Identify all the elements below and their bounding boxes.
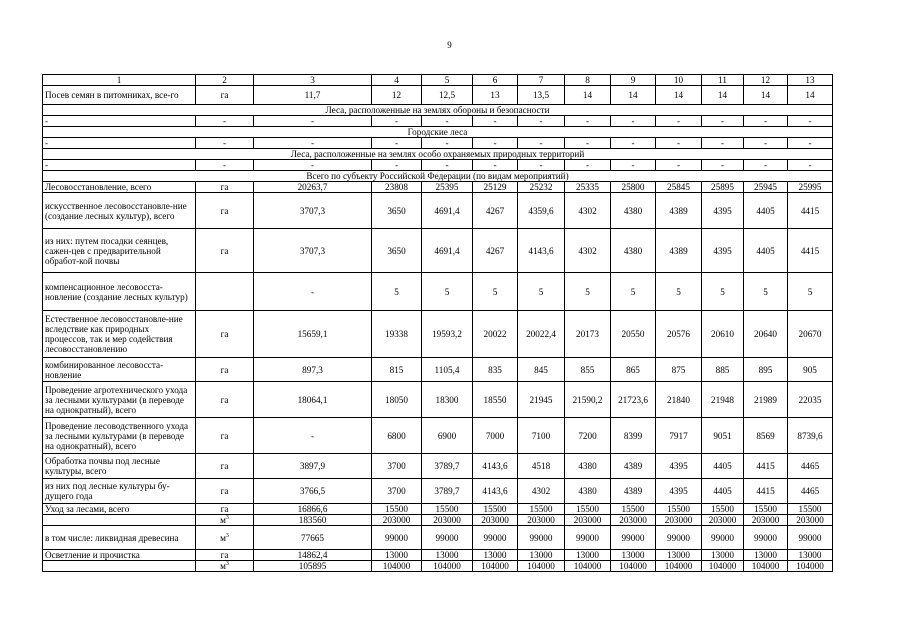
- unit-cell: га: [196, 229, 254, 273]
- value-cell: 4380: [611, 193, 656, 229]
- value-cell: 19338: [372, 311, 422, 358]
- value-cell: 4405: [702, 479, 744, 504]
- column-number: 12: [744, 75, 788, 86]
- value-cell: 13,5: [518, 86, 565, 105]
- value-cell: -: [565, 138, 611, 149]
- value-cell: 4380: [565, 454, 611, 479]
- value-cell: 13: [473, 86, 518, 105]
- value-cell: 4465: [788, 479, 833, 504]
- value-cell: 25995: [788, 182, 833, 193]
- value-cell: 4465: [788, 454, 833, 479]
- value-cell: 13000: [788, 550, 833, 561]
- table-row: [43, 358, 833, 382]
- value-cell: 15500: [744, 504, 788, 515]
- value-cell: 20263,7: [254, 182, 372, 193]
- value-cell: 5: [611, 273, 656, 311]
- value-cell: 4143,6: [518, 229, 565, 273]
- page-number: 9: [447, 40, 452, 50]
- value-cell: 99000: [744, 526, 788, 550]
- table-row: [43, 116, 833, 127]
- column-number: 4: [372, 75, 422, 86]
- value-cell: -: [372, 116, 422, 127]
- row-label: Проведение агротехнического ухода за лесными культурами (в переводе на однократный), всего: [43, 382, 196, 418]
- value-cell: 21989: [744, 382, 788, 418]
- row-label: Проведение лесоводственного ухода за лесными культурами (в переводе на однократный), всего: [43, 418, 196, 454]
- table-row: [43, 311, 833, 358]
- value-cell: 21945: [518, 382, 565, 418]
- value-cell: 20022: [473, 311, 518, 358]
- value-cell: 99000: [422, 526, 473, 550]
- value-cell: 25232: [518, 182, 565, 193]
- value-cell: 14: [611, 86, 656, 105]
- unit-cell: га: [196, 504, 254, 515]
- value-cell: 4143,6: [473, 454, 518, 479]
- value-cell: 104000: [518, 561, 565, 572]
- unit-cell: га: [196, 454, 254, 479]
- value-cell: 203000: [744, 515, 788, 526]
- value-cell: 5: [788, 273, 833, 311]
- value-cell: 3707,3: [254, 229, 372, 273]
- value-cell: 15500: [788, 504, 833, 515]
- value-cell: -: [422, 138, 473, 149]
- row-label: Обработка почвы под лесные культуры, всего: [43, 454, 196, 479]
- value-cell: 99000: [473, 526, 518, 550]
- value-cell: 4302: [565, 229, 611, 273]
- value-cell: 14: [656, 86, 702, 105]
- value-cell: 7200: [565, 418, 611, 454]
- value-cell: 8569: [744, 418, 788, 454]
- value-cell: 15500: [473, 504, 518, 515]
- value-cell: 203000: [565, 515, 611, 526]
- row-label: Уход за лесами, всего: [43, 504, 196, 515]
- value-cell: 3766,5: [254, 479, 372, 504]
- column-number: 3: [254, 75, 372, 86]
- value-cell: 203000: [372, 515, 422, 526]
- value-cell: 4389: [656, 229, 702, 273]
- value-cell: 104000: [611, 561, 656, 572]
- value-cell: 3897,9: [254, 454, 372, 479]
- value-cell: 1105,4: [422, 358, 473, 382]
- value-cell: 105895: [254, 561, 372, 572]
- row-label: комбинированное лесовосста-новление: [43, 358, 196, 382]
- unit-cell: га: [196, 86, 254, 105]
- value-cell: 18550: [473, 382, 518, 418]
- value-cell: 203000: [702, 515, 744, 526]
- value-cell: -: [656, 160, 702, 171]
- value-cell: 8739,6: [788, 418, 833, 454]
- value-cell: 4389: [656, 193, 702, 229]
- column-number: 11: [702, 75, 744, 86]
- row-label: компенсационное лесовосста-новление (создание лесных культур): [43, 273, 196, 311]
- value-cell: 203000: [518, 515, 565, 526]
- value-cell: -: [788, 160, 833, 171]
- value-cell: 18050: [372, 382, 422, 418]
- unit-cell: га: [196, 358, 254, 382]
- table-row: [43, 454, 833, 479]
- value-cell: -: [702, 160, 744, 171]
- value-cell: -: [565, 116, 611, 127]
- value-cell: 25895: [702, 182, 744, 193]
- value-cell: 13000: [372, 550, 422, 561]
- table-row: [43, 86, 833, 105]
- value-cell: 99000: [611, 526, 656, 550]
- value-cell: 4389: [611, 479, 656, 504]
- value-cell: 5: [372, 273, 422, 311]
- value-cell: 4691,4: [422, 193, 473, 229]
- unit-cell: -: [196, 138, 254, 149]
- value-cell: 25845: [656, 182, 702, 193]
- value-cell: 16866,6: [254, 504, 372, 515]
- row-label: -: [43, 116, 196, 127]
- value-cell: 4302: [565, 193, 611, 229]
- value-cell: 5: [422, 273, 473, 311]
- value-cell: 4267: [473, 193, 518, 229]
- value-cell: 7000: [473, 418, 518, 454]
- value-cell: 104000: [565, 561, 611, 572]
- value-cell: 15659,1: [254, 311, 372, 358]
- value-cell: -: [744, 138, 788, 149]
- value-cell: 5: [744, 273, 788, 311]
- table-row: [43, 561, 833, 572]
- value-cell: 4518: [518, 454, 565, 479]
- value-cell: 4405: [744, 193, 788, 229]
- value-cell: 20670: [788, 311, 833, 358]
- row-label: Лесовосстановление, всего: [43, 182, 196, 193]
- value-cell: 4405: [702, 454, 744, 479]
- value-cell: -: [788, 116, 833, 127]
- unit-cell: га: [196, 382, 254, 418]
- value-cell: 15500: [518, 504, 565, 515]
- value-cell: 13000: [473, 550, 518, 561]
- value-cell: 905: [788, 358, 833, 382]
- value-cell: 183560: [254, 515, 372, 526]
- unit-cell: $м^3$: [196, 526, 254, 550]
- value-cell: -: [518, 116, 565, 127]
- value-cell: 9051: [702, 418, 744, 454]
- value-cell: 20640: [744, 311, 788, 358]
- row-label: Осветление и прочистка: [43, 550, 196, 561]
- unit-cell: га: [196, 193, 254, 229]
- value-cell: 13000: [744, 550, 788, 561]
- value-cell: 897,3: [254, 358, 372, 382]
- value-cell: -: [565, 160, 611, 171]
- row-label: -: [43, 160, 196, 171]
- value-cell: -: [372, 160, 422, 171]
- value-cell: 885: [702, 358, 744, 382]
- value-cell: 4380: [611, 229, 656, 273]
- value-cell: 15500: [702, 504, 744, 515]
- table-row: [43, 182, 833, 193]
- value-cell: 13000: [702, 550, 744, 561]
- value-cell: -: [744, 116, 788, 127]
- section-row: [43, 171, 833, 182]
- section-title: Всего по субъекту Российской Федерации (по видам мероприятий): [43, 171, 833, 182]
- value-cell: 5: [565, 273, 611, 311]
- value-cell: 15500: [422, 504, 473, 515]
- column-number: 10: [656, 75, 702, 86]
- value-cell: 104000: [372, 561, 422, 572]
- value-cell: -: [611, 116, 656, 127]
- value-cell: -: [254, 160, 372, 171]
- unit-cell: га: [196, 479, 254, 504]
- value-cell: 21948: [702, 382, 744, 418]
- value-cell: 3700: [372, 479, 422, 504]
- value-cell: 13000: [565, 550, 611, 561]
- value-cell: 11,7: [254, 86, 372, 105]
- section-row: [43, 105, 833, 116]
- value-cell: -: [788, 138, 833, 149]
- value-cell: 4380: [565, 479, 611, 504]
- value-cell: 7100: [518, 418, 565, 454]
- table-row: [43, 138, 833, 149]
- unit-cell: га: [196, 418, 254, 454]
- value-cell: 3650: [372, 229, 422, 273]
- value-cell: 104000: [422, 561, 473, 572]
- table-row: [43, 504, 833, 515]
- section-title: Леса, расположенные на землях обороны и безопасности: [43, 105, 833, 116]
- value-cell: 14: [788, 86, 833, 105]
- value-cell: 99000: [518, 526, 565, 550]
- value-cell: 25945: [744, 182, 788, 193]
- value-cell: 15500: [611, 504, 656, 515]
- column-number: 2: [196, 75, 254, 86]
- value-cell: 895: [744, 358, 788, 382]
- value-cell: 19593,2: [422, 311, 473, 358]
- value-cell: 104000: [656, 561, 702, 572]
- value-cell: 104000: [788, 561, 833, 572]
- row-label: [43, 561, 196, 572]
- value-cell: 4143,6: [473, 479, 518, 504]
- value-cell: 835: [473, 358, 518, 382]
- table-row: [43, 160, 833, 171]
- value-cell: 3650: [372, 193, 422, 229]
- row-label: [43, 515, 196, 526]
- unit-cell: га: [196, 550, 254, 561]
- value-cell: 3700: [372, 454, 422, 479]
- value-cell: 12,5: [422, 86, 473, 105]
- value-cell: 4415: [788, 193, 833, 229]
- value-cell: 23808: [372, 182, 422, 193]
- value-cell: 4415: [744, 454, 788, 479]
- value-cell: 4405: [744, 229, 788, 273]
- table-row: [43, 550, 833, 561]
- value-cell: 25335: [565, 182, 611, 193]
- value-cell: 104000: [744, 561, 788, 572]
- value-cell: 20610: [702, 311, 744, 358]
- value-cell: 203000: [473, 515, 518, 526]
- unit-cell: га: [196, 311, 254, 358]
- value-cell: 21590,2: [565, 382, 611, 418]
- value-cell: 3707,3: [254, 193, 372, 229]
- value-cell: 4415: [788, 229, 833, 273]
- value-cell: -: [611, 138, 656, 149]
- table-row: [43, 526, 833, 550]
- value-cell: 203000: [611, 515, 656, 526]
- value-cell: 104000: [473, 561, 518, 572]
- value-cell: 13000: [611, 550, 656, 561]
- value-cell: -: [611, 160, 656, 171]
- value-cell: 815: [372, 358, 422, 382]
- table-row: [43, 418, 833, 454]
- value-cell: -: [473, 138, 518, 149]
- value-cell: 14: [565, 86, 611, 105]
- value-cell: -: [254, 418, 372, 454]
- row-label: из них под лесные культуры бу-дущего года: [43, 479, 196, 504]
- table-row: [43, 479, 833, 504]
- value-cell: 13000: [422, 550, 473, 561]
- value-cell: 855: [565, 358, 611, 382]
- value-cell: 20022,4: [518, 311, 565, 358]
- header-row: [43, 75, 833, 86]
- value-cell: 99000: [372, 526, 422, 550]
- value-cell: 865: [611, 358, 656, 382]
- section-title: Леса, расположенные на землях особо охраняемых природных территорий: [43, 149, 833, 160]
- column-number: 9: [611, 75, 656, 86]
- value-cell: 21840: [656, 382, 702, 418]
- table-row: [43, 229, 833, 273]
- value-cell: 203000: [788, 515, 833, 526]
- value-cell: 5: [518, 273, 565, 311]
- section-row: [43, 127, 833, 138]
- unit-cell: га: [196, 182, 254, 193]
- value-cell: 15500: [372, 504, 422, 515]
- value-cell: -: [254, 116, 372, 127]
- value-cell: 4395: [702, 229, 744, 273]
- value-cell: 15500: [565, 504, 611, 515]
- value-cell: 4691,4: [422, 229, 473, 273]
- value-cell: 4267: [473, 229, 518, 273]
- value-cell: 3789,7: [422, 454, 473, 479]
- value-cell: 203000: [422, 515, 473, 526]
- value-cell: 104000: [702, 561, 744, 572]
- section-row: [43, 149, 833, 160]
- row-label: в том числе: ликвидная древесина: [43, 526, 196, 550]
- value-cell: 21723,6: [611, 382, 656, 418]
- value-cell: 25129: [473, 182, 518, 193]
- value-cell: 99000: [702, 526, 744, 550]
- section-title: Городские леса: [43, 127, 833, 138]
- column-number: 8: [565, 75, 611, 86]
- column-number: 7: [518, 75, 565, 86]
- value-cell: 7917: [656, 418, 702, 454]
- value-cell: 6800: [372, 418, 422, 454]
- value-cell: 14862,4: [254, 550, 372, 561]
- table-row: [43, 273, 833, 311]
- column-number: 5: [422, 75, 473, 86]
- value-cell: 22035: [788, 382, 833, 418]
- data-table: [42, 74, 833, 572]
- table-row: [43, 515, 833, 526]
- table-row: [43, 382, 833, 418]
- value-cell: 4395: [702, 193, 744, 229]
- value-cell: 845: [518, 358, 565, 382]
- row-label: Естественное лесовосстановле-ние вследствие как природных процессов, так и мер содействия лесовосстановлению: [43, 311, 196, 358]
- value-cell: 18300: [422, 382, 473, 418]
- value-cell: -: [702, 138, 744, 149]
- value-cell: -: [254, 273, 372, 311]
- value-cell: 8399: [611, 418, 656, 454]
- row-label: Посев семян в питомниках, все-го: [43, 86, 196, 105]
- value-cell: -: [518, 160, 565, 171]
- unit-cell: -: [196, 116, 254, 127]
- unit-cell: $м^3$: [196, 561, 254, 572]
- value-cell: 99000: [788, 526, 833, 550]
- value-cell: 4395: [656, 479, 702, 504]
- column-number: 6: [473, 75, 518, 86]
- value-cell: 99000: [565, 526, 611, 550]
- value-cell: 12: [372, 86, 422, 105]
- unit-cell: [196, 273, 254, 311]
- value-cell: 15500: [656, 504, 702, 515]
- column-number: 1: [43, 75, 196, 86]
- value-cell: 99000: [656, 526, 702, 550]
- value-cell: -: [422, 116, 473, 127]
- value-cell: -: [656, 138, 702, 149]
- value-cell: 20550: [611, 311, 656, 358]
- value-cell: 5: [656, 273, 702, 311]
- value-cell: 14: [744, 86, 788, 105]
- value-cell: 5: [702, 273, 744, 311]
- value-cell: -: [518, 138, 565, 149]
- value-cell: 4302: [518, 479, 565, 504]
- value-cell: 5: [473, 273, 518, 311]
- value-cell: 3789,7: [422, 479, 473, 504]
- value-cell: 20173: [565, 311, 611, 358]
- value-cell: 203000: [656, 515, 702, 526]
- value-cell: 875: [656, 358, 702, 382]
- unit-cell: -: [196, 160, 254, 171]
- column-number: 13: [788, 75, 833, 86]
- unit-cell: $м^3$: [196, 515, 254, 526]
- row-label: -: [43, 138, 196, 149]
- value-cell: -: [422, 160, 473, 171]
- value-cell: 4359,6: [518, 193, 565, 229]
- table-row: [43, 193, 833, 229]
- value-cell: 6900: [422, 418, 473, 454]
- value-cell: 18064,1: [254, 382, 372, 418]
- value-cell: 20576: [656, 311, 702, 358]
- value-cell: 25800: [611, 182, 656, 193]
- value-cell: 13000: [656, 550, 702, 561]
- value-cell: 25395: [422, 182, 473, 193]
- row-label: искусственное лесовосстановле-ние (создание лесных культур), всего: [43, 193, 196, 229]
- value-cell: 4395: [656, 454, 702, 479]
- value-cell: 4415: [744, 479, 788, 504]
- value-cell: 4389: [611, 454, 656, 479]
- value-cell: -: [254, 138, 372, 149]
- value-cell: 13000: [518, 550, 565, 561]
- value-cell: -: [744, 160, 788, 171]
- value-cell: -: [372, 138, 422, 149]
- value-cell: -: [473, 116, 518, 127]
- value-cell: -: [473, 160, 518, 171]
- value-cell: -: [656, 116, 702, 127]
- value-cell: -: [702, 116, 744, 127]
- value-cell: 14: [702, 86, 744, 105]
- value-cell: 77665: [254, 526, 372, 550]
- row-label: из них: путем посадки сеянцев, сажен-цев с предварительной обработ-кой почвы: [43, 229, 196, 273]
